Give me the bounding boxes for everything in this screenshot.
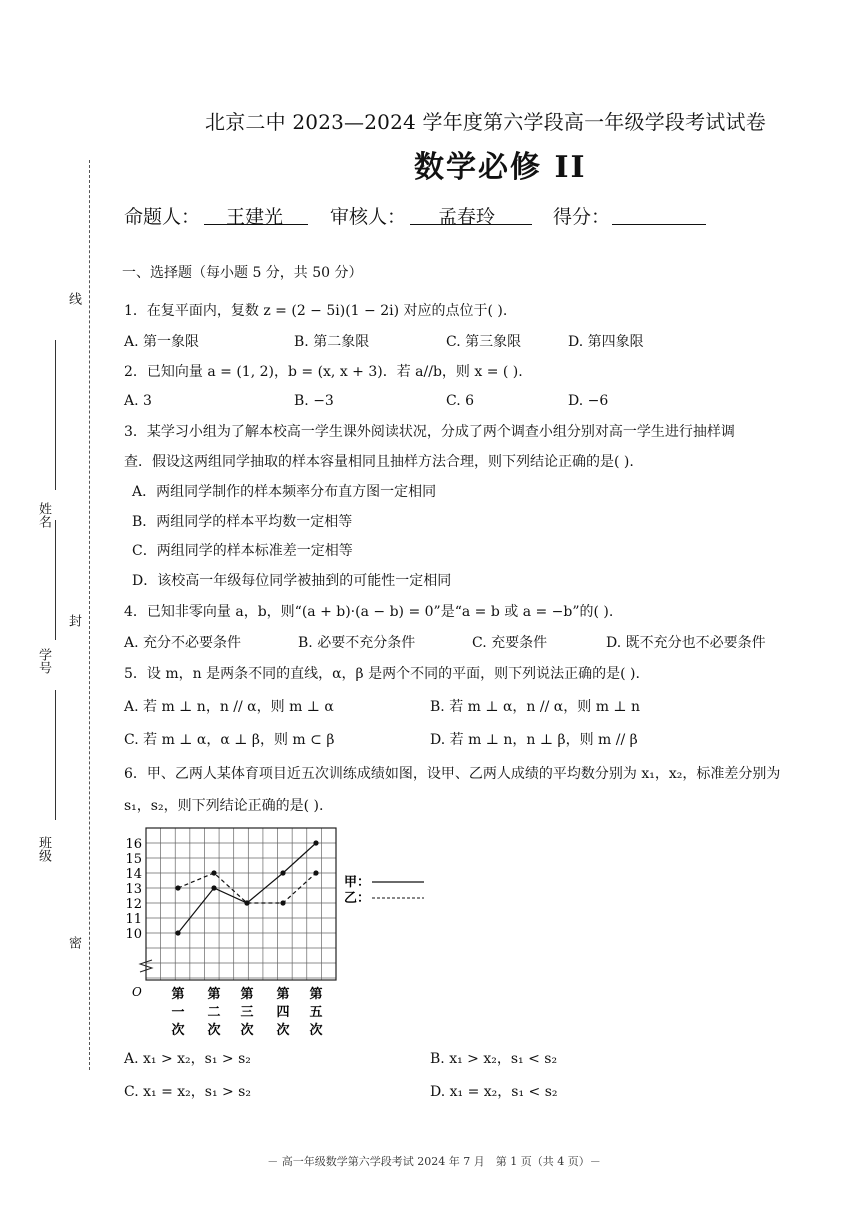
q1-stem: 1．在复平面内，复数 z = (2 − 5i)(1 − 2i) 对应的点位于( ). — [124, 303, 508, 319]
q5-option-b: B. 若 m ⊥ α，n // α，则 m ⊥ n — [430, 699, 641, 715]
q6-option-a: A. x₁ > x₂，s₁ > s₂ — [124, 1051, 251, 1067]
x-tick-label-char: 第 — [240, 987, 254, 1002]
x-tick-label-char: 第 — [171, 987, 185, 1002]
q4-stem: 4．已知非零向量 a，b，则“(a + b)·(a − b) = 0”是“a = b 或 a = −b”的( ). — [124, 604, 614, 620]
q2-option-c: C. 6 — [446, 393, 475, 409]
data-point — [280, 870, 285, 875]
subject-title: 数学必修 II — [414, 150, 587, 185]
student-id-field-label: 学号 — [36, 648, 51, 674]
q2-option-b: B. −3 — [294, 393, 334, 409]
name-field-label: 姓名 — [36, 502, 51, 528]
q6-option-c: C. x₁ = x₂，s₁ > s₂ — [124, 1084, 251, 1100]
q3-option-c: C．两组同学的样本标准差一定相等 — [132, 543, 353, 559]
data-point — [211, 885, 216, 890]
q5-option-a: A. 若 m ⊥ n，n // α，则 m ⊥ α — [124, 699, 334, 715]
x-tick-label-char: 次 — [276, 1023, 290, 1037]
setter-underline — [204, 224, 308, 225]
q1-option-b: B. 第二象限 — [294, 334, 370, 350]
q4-option-d: D. 既不充分也不必要条件 — [606, 635, 766, 651]
q6-stem-line1: 6．甲、乙两人某体育项目近五次训练成绩如图，设甲、乙两人成绩的平均数分别为 x₁，x₂，标准差分别为 — [124, 766, 781, 782]
y-tick-label: 14 — [125, 867, 142, 882]
data-point — [175, 885, 180, 890]
x-tick-label-char: 第 — [309, 987, 323, 1002]
data-point — [280, 900, 285, 905]
q3-option-d: D．该校高一年级每位同学被抽到的可能性一定相同 — [132, 573, 452, 589]
x-tick-label-char: 次 — [240, 1023, 254, 1037]
page-footer: － 高一年级数学第六学段考试 2024 年 7 月 第 1 页（共 4 页）－ — [267, 1155, 601, 1168]
q3-stem-line2: 查．假设这两组同学抽取的样本容量相同且抽样方法合理，则下列结论正确的是( ). — [124, 454, 634, 470]
q5-option-c: C. 若 m ⊥ α，α ⊥ β，则 m ⊂ β — [124, 732, 335, 748]
x-tick-label-char: 三 — [240, 1005, 254, 1020]
origin-label: O — [132, 985, 142, 999]
q3-option-a: A．两组同学制作的样本频率分布直方图一定相同 — [132, 484, 437, 500]
line-chart — [110, 822, 440, 1037]
class-field-label: 班级 — [36, 836, 51, 862]
seal-word-seal: 封 — [66, 614, 81, 627]
q1-option-d: D. 第四象限 — [568, 334, 644, 350]
q4-option-a: A. 充分不必要条件 — [124, 635, 242, 651]
x-tick-label-char: 四 — [276, 1005, 290, 1020]
y-tick-label: 11 — [125, 912, 142, 927]
q6-option-b: B. x₁ > x₂，s₁ < s₂ — [430, 1051, 558, 1067]
name-field-line[interactable] — [55, 340, 56, 490]
x-tick-label-char: 一 — [171, 1005, 185, 1020]
q5-option-d: D. 若 m ⊥ n，n ⊥ β，则 m // β — [430, 732, 638, 748]
seal-word-secret: 密 — [66, 936, 81, 949]
q6-option-d: D. x₁ = x₂，s₁ < s₂ — [430, 1084, 558, 1100]
q1-option-a: A. 第一象限 — [124, 334, 200, 350]
student-id-field-line[interactable] — [55, 520, 56, 640]
q2-option-a: A. 3 — [124, 393, 152, 409]
data-point — [175, 930, 180, 935]
q6-stem-line2: s₁，s₂，则下列结论正确的是( ). — [124, 798, 324, 814]
q2-option-d: D. −6 — [568, 393, 609, 409]
data-point — [244, 900, 249, 905]
x-tick-label-char: 次 — [171, 1023, 185, 1037]
x-tick-label-char: 次 — [207, 1023, 221, 1037]
section-title: 一、选择题（每小题 5 分，共 50 分） — [122, 265, 363, 281]
legend-label-jia: 甲： — [344, 875, 371, 890]
score-label: 得分： — [553, 206, 611, 228]
data-point — [313, 840, 318, 845]
axis-break-mark — [140, 960, 152, 972]
y-tick-label: 15 — [125, 852, 142, 867]
legend-label-yi: 乙： — [344, 891, 371, 906]
q1-option-c: C. 第三象限 — [446, 334, 522, 350]
reviewer-name: 孟春玲 — [438, 206, 496, 228]
data-point — [313, 870, 318, 875]
reviewer-underline — [410, 224, 532, 225]
reviewer-label: 审核人： — [330, 206, 407, 228]
x-tick-label-char: 二 — [207, 1005, 221, 1020]
q4-option-c: C. 充要条件 — [472, 635, 548, 651]
q5-stem: 5．设 m，n 是两条不同的直线，α，β 是两个不同的平面，则下列说法正确的是( ). — [124, 666, 640, 682]
y-tick-label: 13 — [125, 882, 142, 897]
school-title: 北京二中 2023—2024 学年度第六学段高一年级学段考试试卷 — [205, 110, 766, 134]
x-tick-label-char: 次 — [309, 1023, 323, 1037]
seal-word-line: 线 — [66, 292, 81, 305]
q2-stem: 2．已知向量 a = (1, 2)，b = (x, x + 3)．若 a//b，则 x = ( ). — [124, 364, 523, 380]
setter-name: 王建光 — [226, 206, 284, 228]
data-point — [211, 870, 216, 875]
x-tick-label-char: 第 — [207, 987, 221, 1002]
x-tick-label-char: 第 — [276, 987, 290, 1002]
score-field[interactable] — [612, 224, 706, 225]
class-field-line[interactable] — [55, 690, 56, 820]
q4-option-b: B. 必要不充分条件 — [298, 635, 416, 651]
setter-label: 命题人： — [124, 206, 201, 228]
x-tick-label-char: 五 — [309, 1005, 323, 1020]
y-tick-label: 12 — [125, 897, 142, 912]
y-tick-label: 16 — [125, 837, 142, 852]
y-tick-label: 10 — [125, 927, 142, 942]
q3-stem-line1: 3．某学习小组为了解本校高一学生课外阅读状况，分成了两个调查小组分别对高一学生进行抽样调 — [124, 424, 735, 440]
binding-dashed-line — [89, 160, 90, 1070]
q3-option-b: B．两组同学的样本平均数一定相等 — [132, 514, 353, 530]
